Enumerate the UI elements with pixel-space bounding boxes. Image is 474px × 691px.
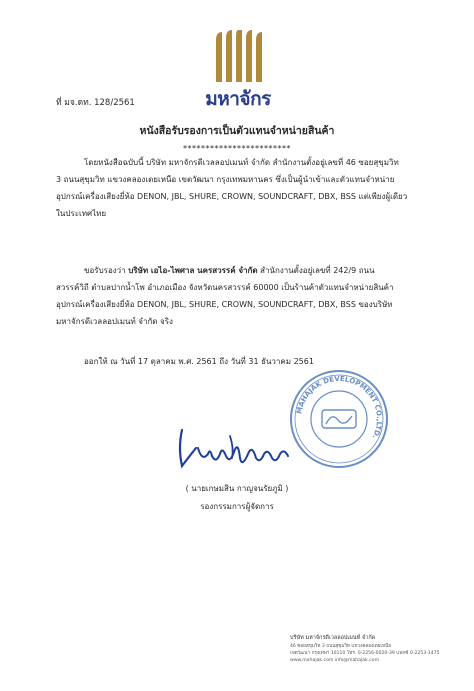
issue-date: ออกให้ ณ วันที่ 17 ตุลาคม พ.ศ. 2561 ถึง วันที่ 31 ธันวาคม 2561 xyxy=(84,357,314,366)
svg-text:MAHAJAK DEVELOPMENT CO.,LTD. xyxy=(295,375,383,440)
paragraph-line: อุปกรณ์เครื่องเสียงยี่ห้อ DENON, JBL, SHURE, CROWN, SOUNDCRAFT, DBX, BSS แต่เพียงผู้เดียว xyxy=(56,192,408,201)
paragraph-certification xyxy=(56,262,426,330)
reference-number: ที่ มจ.ดท. 128/2561 xyxy=(56,98,135,108)
dealer-company-name: บริษัท เอไอ-ไพศาล นครสวรรค์ จำกัด xyxy=(128,266,258,275)
document-title: หนังสือรับรองการเป็นตัวแทนจำหน่ายสินค้า xyxy=(139,125,335,137)
paragraph-intro xyxy=(56,154,426,222)
paragraph-line: 3 ถนนสุขุมวิท แขวงคลองเตยเหนือ เขตวัฒนา กรุงเทพมหานคร ซึ่งเป็นผู้นำเข้าและตัวแทนจำหน่าย xyxy=(56,175,395,184)
paragraph-line: สวรรค์วิถี ตำบลปากน้ำโพ อำเภอเมือง จังหวัดนครสวรรค์ 60000 เป็นร้านค้าตัวแทนจำหน่ายสินค้า xyxy=(56,283,394,292)
paragraph-line: โดยหนังสือฉบับนี้ บริษัท มหาจักรดีเวลลอปเมนท์ จำกัด สำนักงานตั้งอยู่เลขที่ 46 ซอยสุขุมวิท xyxy=(84,158,399,167)
paragraph-line: มหาจักรดีเวลลอปเมนท์ จำกัด จริง xyxy=(56,317,173,326)
logo-wordmark: มหาจักร xyxy=(205,88,271,110)
footer-line: 46 ซอยสุขุมวิท 3 ถนนสุขุมวิท แขวงคลองเตยเหนือ xyxy=(290,644,391,649)
signer-name: ( นายเกษมสิน กาญจนรัยภูมิ ) xyxy=(185,484,289,493)
footer-line: เขตวัฒนา กรุงเทพฯ 10110 โทร. 0-2256-0020-39 แฟกซ์ 0-2253-1475 xyxy=(290,651,440,656)
paragraph-line: ในประเทศไทย xyxy=(56,209,107,218)
certify-rest: สำนักงานตั้งอยู่เลขที่ 242/9 ถนน xyxy=(260,266,375,275)
logo-bars-icon xyxy=(206,30,270,84)
handwritten-signature-icon xyxy=(168,418,308,478)
footer-line: www.mahajak.com info@mahajak.com xyxy=(290,658,380,663)
stamp-text: MAHAJAK DEVELOPMENT CO.,LTD. xyxy=(295,374,384,440)
footer-company: บริษัท มหาจักรดีเวลลอปเมนท์ จำกัด xyxy=(290,635,376,641)
company-footer xyxy=(290,635,460,664)
certify-lead: ขอรับรองว่า xyxy=(84,266,126,275)
title-divider: ************************ xyxy=(183,144,291,153)
paragraph-line xyxy=(56,262,426,279)
paragraph-line: อุปกรณ์เครื่องเสียงยี่ห้อ DENON, JBL, SHURE, CROWN, SOUNDCRAFT, DBX, BSS ของบริษัท xyxy=(56,300,393,309)
signature xyxy=(168,418,308,478)
signer-position: รองกรรมการผู้จัดการ xyxy=(200,502,274,511)
